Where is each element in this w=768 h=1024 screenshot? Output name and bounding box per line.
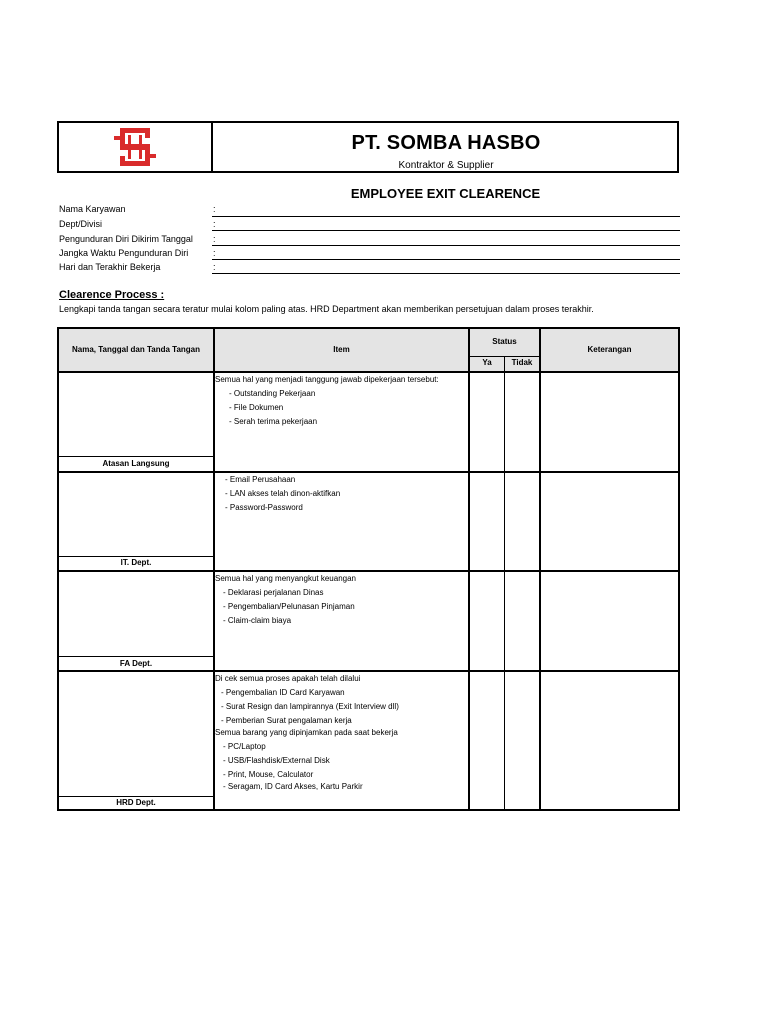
item-text: - Pengembalian/Pelunasan Pinjaman	[223, 602, 355, 611]
item-text: - Print, Mouse, Calculator	[223, 770, 314, 779]
item-text: - Password-Password	[225, 503, 303, 512]
dept-label-divider	[59, 796, 213, 797]
column-divider	[504, 356, 505, 809]
info-colon: :	[213, 204, 216, 214]
info-colon: :	[213, 262, 216, 272]
info-label: Dept/Divisi	[59, 219, 103, 229]
item-text: - Pengembalian ID Card Karyawan	[221, 688, 345, 697]
company-block	[215, 123, 677, 171]
item-text: Semua barang yang dipinjamkan pada saat bekerja	[215, 728, 398, 737]
item-text: - Deklarasi perjalanan Dinas	[223, 588, 324, 597]
column-divider	[468, 329, 470, 809]
dept-label-it: IT. Dept.	[120, 558, 152, 567]
info-fill-line[interactable]	[212, 245, 680, 246]
company-logo-icon	[114, 127, 156, 167]
item-text: Semua hal yang menjadi tanggung jawab dipekerjaan tersebut:	[215, 375, 439, 384]
item-text: - Email Perusahaan	[225, 475, 296, 484]
header-status: Status	[492, 337, 517, 346]
item-text: - Seragam, ID Card Akses, Kartu Parkir	[223, 782, 363, 791]
item-text: Semua hal yang menyangkut keuangan	[215, 574, 356, 583]
item-text: - Surat Resign dan lampirannya (Exit Interview dll)	[221, 702, 399, 711]
row-divider	[59, 471, 678, 473]
dept-label-atasan: Atasan Langsung	[102, 459, 170, 468]
item-text: Di cek semua proses apakah telah dilalui	[215, 674, 361, 683]
info-label: Jangka Waktu Pengunduran Diri	[59, 248, 189, 258]
header-name-sign: Nama, Tanggal dan Tanda Tangan	[71, 345, 200, 354]
header-keterangan: Keterangan	[587, 345, 632, 354]
logo-cell	[59, 123, 213, 171]
info-label: Nama Karyawan	[59, 204, 126, 214]
dept-label-divider	[59, 656, 213, 657]
row-divider	[59, 371, 678, 373]
info-fill-line[interactable]	[212, 230, 680, 231]
item-text: - Pemberian Surat pengalaman kerja	[221, 716, 352, 725]
header-tidak: Tidak	[511, 358, 533, 367]
dept-label-fa: FA Dept.	[119, 659, 153, 668]
info-fill-line[interactable]	[212, 273, 680, 274]
item-text: - USB/Flashdisk/External Disk	[223, 756, 330, 765]
info-label: Hari dan Terakhir Bekerja	[59, 262, 161, 272]
header-item: Item	[333, 345, 350, 354]
document-title: EMPLOYEE EXIT CLEARENCE	[350, 186, 541, 201]
row-divider	[59, 570, 678, 572]
company-subtitle: Kontraktor & Supplier	[398, 160, 494, 171]
company-name: PT. SOMBA HASBO	[351, 132, 541, 154]
info-colon: :	[213, 219, 216, 229]
item-text: - Claim-claim biaya	[223, 616, 292, 625]
item-text: - PC/Laptop	[223, 742, 266, 751]
row-divider	[59, 670, 678, 672]
info-fill-line[interactable]	[212, 259, 680, 260]
process-description: Lengkapi tanda tangan secara teratur mulai kolom paling atas. HRD Department akan memberikan persetujuan dalam proses terakhir.	[59, 304, 594, 314]
clearance-table	[57, 327, 680, 811]
company-header	[57, 121, 679, 173]
item-text: - Outstanding Pekerjaan	[229, 389, 316, 398]
item-text: - LAN akses telah dinon-aktifkan	[225, 489, 341, 498]
info-label: Pengunduran Diri Dikirim Tanggal	[59, 234, 193, 244]
info-colon: :	[213, 234, 216, 244]
dept-label-hrd: HRD Dept.	[116, 798, 156, 807]
item-text: - File Dokumen	[229, 403, 284, 412]
row-divider	[470, 356, 539, 357]
item-text: - Serah terima pekerjaan	[229, 417, 318, 426]
column-divider	[539, 329, 541, 809]
dept-label-divider	[59, 456, 213, 457]
header-ya: Ya	[482, 358, 492, 367]
info-fill-line[interactable]	[212, 216, 680, 217]
dept-label-divider	[59, 556, 213, 557]
process-title: Clearence Process :	[59, 289, 165, 301]
info-colon: :	[213, 248, 216, 258]
